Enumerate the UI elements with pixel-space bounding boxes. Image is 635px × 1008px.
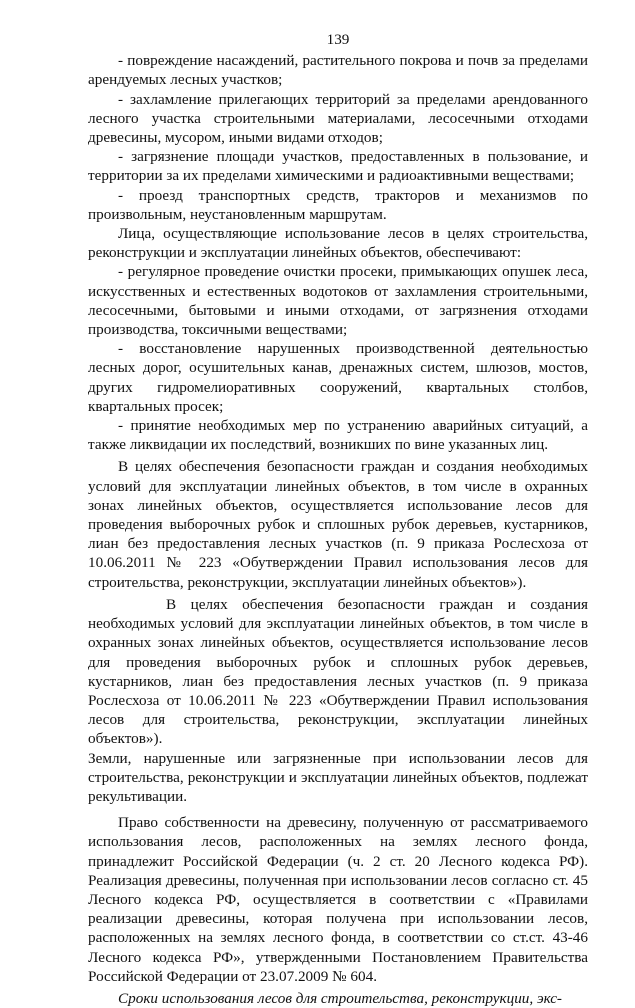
- document-page: [88, 30, 588, 1008]
- page-number: 139: [326, 31, 350, 48]
- paragraph-littering-territories: - захламление прилегающих территорий за пределами арендованного лесного участка строительными материалами, лесосечными отходами древесины, мусором, иными видами отходов;: [88, 90, 588, 147]
- paragraph-restoration-obligation: - восстановление нарушенных производственной деятельностью лесных дорог, осушительных канав, дренажных систем, шлюзов, мостов, других гидромелиоративных сооружений, квартальных столбов, квартальных просек;: [88, 340, 588, 415]
- paragraph-timber-ownership: Право собственности на древесину, полученную от рассматриваемого использования лесов, расположенных на землях лесного фонда, принадлежит Российской Федерации (ч. 2 ст. 20 Лесного кодекса РФ). Реализация древесины, полученная при использовании лесов согласно ст. 45 Лесного кодекса РФ, осуществляется в соответствии с «Правилами реализации древесины, которая получена при использовании лесов, расположенных на землях лесного фонда, в соответствии со ст.ст. 43-46 Лесного кодекса РФ», утвержденными Постановлением Правительства Российской Федерации от 23.07.2009 № 604.: [88, 814, 588, 985]
- paragraph-usage-terms-heading: Сроки использования лесов для строительства, реконструкции, экс-: [118, 989, 562, 1007]
- paragraph-obligations-intro: Лица, осуществляющие использование лесов в целях строительства, реконструкции и эксплуатации линейных объектов, обеспечивают:: [88, 225, 588, 262]
- paragraph-clearing-obligation: - регулярное проведение очистки просеки, примыкающих опушек леса, искусственных и естественных водотоков от захламления строительными, лесосечными, бытовыми и иными отходами, от загрязнения отходами производства, токсичными веществами;: [88, 263, 588, 339]
- paragraph-recultivation: Земли, нарушенные или загрязненные при использовании лесов для строительства, реконструкции и эксплуатации линейных объектов, подлежат рекультивации.: [88, 749, 588, 805]
- paragraph-vehicle-passage: - проезд транспортных средств, тракторов и механизмов по произвольным, неустановленным маршрутам.: [88, 186, 588, 223]
- paragraph-safety-clearcutting-repeat: В целях обеспечения безопасности граждан и создания необходимых условий для эксплуатации линейных объектов, в том числе в охранных зонах линейных объектов, осуществляется использование лесов для проведения выборочных рубок и сплошных рубок деревьев, кустарников, лиан без предоставления лесных участков (п. 9 приказа Рослесхоза от 10.06.2011 № 223 «Обутверждении Правил использования лесов для строительства, реконструкции, эксплуатации линейных объектов»).: [88, 595, 588, 748]
- paragraph-emergency-obligation: - принятие необходимых мер по устранению аварийных ситуаций, а также ликвидации их последствий, возникших по вине указанных лиц.: [88, 417, 588, 454]
- paragraph-chemical-pollution: - загрязнение площади участков, предоставленных в пользование, и территории за их пределами химическими и радиоактивными веществами;: [88, 148, 588, 185]
- paragraph-safety-clearcutting: В целях обеспечения безопасности граждан и создания необходимых условий для эксплуатации линейных объектов, в том числе в охранных зонах линейных объектов, осуществляется использование лесов для проведения выборочных рубок и сплошных рубок деревьев, кустарников, лиан без предоставления лесных участков (п. 9 приказа Рослесхоза от 10.06.2011 № 223 «Обутверждении Правил использования лесов для строительства, реконструкции, эксплуатации линейных объектов»).: [88, 458, 588, 591]
- paragraph-damage-to-plantings: - повреждение насаждений, растительного покрова и почв за пределами арендуемых лесных участков;: [88, 52, 588, 89]
